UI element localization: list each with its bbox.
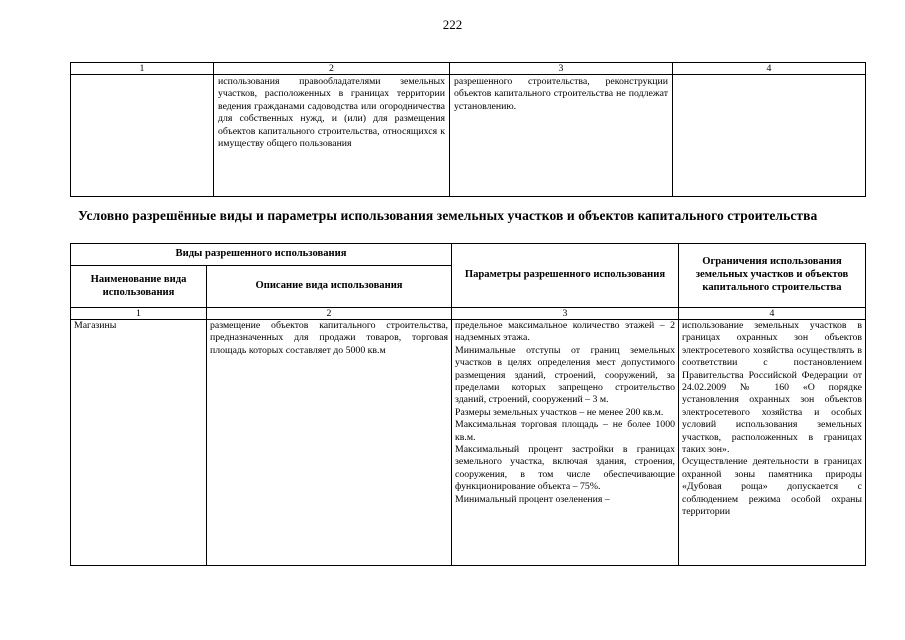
table-row [71,75,866,197]
table-row [71,320,866,566]
column-number: 1 [71,63,214,75]
column-number: 2 [207,308,452,320]
params-cell [452,320,679,566]
column-number: 2 [214,63,450,75]
column-number: 3 [450,63,673,75]
table-cell [673,75,866,197]
limit-item: использование земельных участков в границах охранных зон объектов электросетевого хозяйства осуществлять в соответствии с постановлением Правительства Российской Федерации от 24.02.2009 № 160 «О порядке установления охранных зон объектов электросетевого хозяйства и особых условий использования земельных участков, расположенных в границах таких зон». [682,320,862,456]
column-number-row [71,63,866,75]
header-types-group: Виды разрешенного использования [71,244,452,266]
column-number: 4 [679,308,866,320]
param-item: Размеры земельных участков – не менее 200 кв.м. [455,406,664,418]
use-description-cell: размещение объектов капитального строительства, предназначенных для продажи товаров, торговая площадь которых составляет до 5000 кв.м [207,320,452,566]
table-cell: использования правообладателями земельных участков, расположенных в границах территории ведения гражданами садоводства или огородничества для собственных нужд, и (или) для размещения объектов капитального строительства, относящихся к имуществу общего пользования [214,75,450,197]
column-number: 4 [673,63,866,75]
page-number: 222 [442,17,463,32]
param-item: Максимальный процент застройки в границах земельного участка, включая здания, строения, сооружения, в том числе обеспечивающие функционирование объекта – 75%. [455,444,675,493]
limit-item: Осуществление деятельности в границах охранной зоны памятника природы «Дубовая роща» допускается с соблюдением режима особой охраны территории [682,456,862,518]
column-number-row [71,308,866,320]
table-cell: разрешенного строительства, реконструкции объектов капитального строительства не подлежат установлению. [450,75,673,197]
header-params: Параметры разрешенного использования [452,244,679,308]
header-description: Описание вида использования [207,266,452,308]
column-number: 1 [71,308,207,320]
limits-cell [679,320,866,566]
header-name: Наименование вида использования [71,266,207,308]
table-cell [71,75,214,197]
param-item: Минимальные отступы от границ земельных участков в целях определения мест допустимого размещения зданий, строений, сооружений, за пределами которых запрещено строительство зданий, строений, сооружений – 3 м. [455,344,675,406]
use-name-cell: Магазины [71,320,207,566]
column-number: 3 [452,308,679,320]
param-item: Максимальная торговая площадь – не более 1000 кв.м. [455,419,675,443]
param-item: предельное максимальное количество этажей – 2 надземных этажа. [455,320,675,344]
section-title: Условно разрешённые виды и параметры использования земельных участков и объектов капитального строительства [78,208,818,223]
param-item: Минимальный процент озеленения – [455,493,610,505]
continuation-table [70,62,866,197]
conditional-uses-table [70,243,866,566]
header-limits: Ограничения использования земельных участков и объектов капитального строительства [679,244,866,308]
